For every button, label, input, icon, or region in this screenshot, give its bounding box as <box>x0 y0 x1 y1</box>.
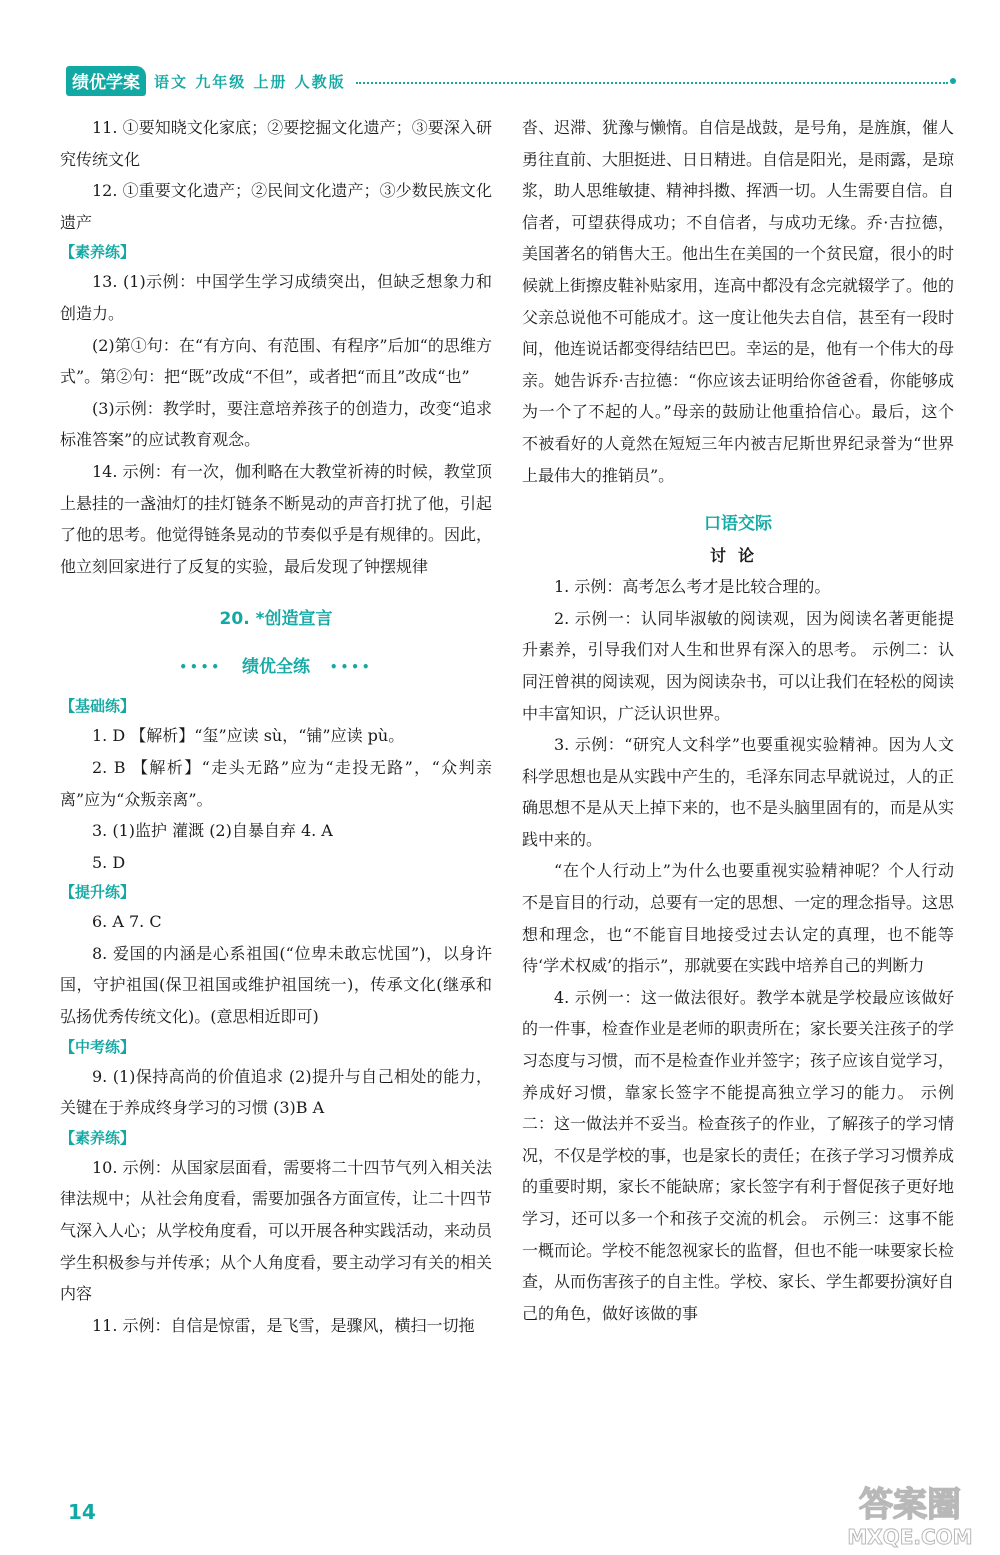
header-info: 语文 九年级 上册 人教版 <box>154 72 346 91</box>
answer-2: 2. B 【解析】“走头无路”应为“走投无路”，“众判亲离”应为“众叛亲离”。 <box>60 757 492 809</box>
answer-11: 11. ①要知晓文化家底；②要挖掘文化遗产；③要深入研究传统文化 <box>60 118 492 169</box>
answer-11-continued: 沓、迟滞、犹豫与懒惰。自信是战鼓，是号角，是旌旗，催人勇往直前、大胆挺进、日日精进。自信是阳光，是雨露，是琼浆，助人思维敏捷、精神抖擞、挥洒一切。人生需要自信。自信者，可望获得成功；不自信者，与成功无缘。乔·吉拉德，美国著名的销售大王。他出生在美国的一个贫民窟，很小的时候就上街擦皮鞋补贴家用，连高中都没有念完就辍学了。他的父亲总说他不可能成才。这一度让他失去自信，甚至有一段时间，他连说话都变得结结巴巴。幸运的是，他有一个伟大的母亲。她告诉乔·吉拉德：“你应该去证明给你爸爸看，你能够成为一个了不起的人。”母亲的鼓励让他重拾信心。最后，这个不被看好的人竟然在短短三年内被吉尼斯世界纪录誉为“世界上最伟大的推销员”。 <box>522 118 955 485</box>
answer-6-7: 6. A 7. C <box>92 912 162 932</box>
answer-3-4: 3. (1)监护 灌溉 (2)自暴自弃 4. A <box>92 821 333 841</box>
page-number: 14 <box>68 1500 96 1524</box>
header-dotted-line <box>356 82 948 84</box>
answer-8: 8. 爱国的内涵是心系祖国(“位卑未敢忘忧国”)，以身许国，守护祖国(保卫祖国或维护祖国统一)，传承文化(继承和弘扬优秀传统文化)。(意思相近即可) <box>60 943 492 1027</box>
answer-9: 9. (1)保持高尚的价值追求 (2)提升与自己相处的能力，关键在于养成终身学习的习惯 (3)B A <box>60 1066 492 1118</box>
discussion-2: 2. 示例一：认同毕淑敏的阅读观，因为阅读名著更能提升素养，引导我们对人生和世界有深入的思考。 示例二：认同汪曾祺的阅读观，因为阅读杂书，可以让我们在轻松的阅读中丰富知识，广泛认识世界。 <box>522 608 955 723</box>
lesson-title: 20. *创造宣言 <box>219 609 333 630</box>
answer-5: 5. D <box>92 852 126 872</box>
brand-label: 绩优学案 <box>66 66 146 96</box>
band-dots-right: •••• <box>329 660 373 675</box>
answer-1: 1. D 【解析】“玺”应读 sù，“铺”应读 pù。 <box>92 726 405 746</box>
section-label-suyang: 【素养练】 <box>60 243 136 262</box>
answer-12: 12. ①重要文化遗产；②民间文化遗产；③少数民族文化遗产 <box>60 181 492 232</box>
watermark-bottom-text: MXQE.COM <box>847 1525 973 1549</box>
discussion-1: 1. 示例：高考怎么考才是比较合理的。 <box>554 577 831 597</box>
header-end-dot <box>950 78 956 84</box>
watermark-top-text: 答案圈 <box>859 1485 961 1525</box>
answer-13-1: 13. (1)示例：中国学生学习成绩突出，但缺乏想象力和创造力。 <box>60 272 492 323</box>
discussion-3-continued: “在个人行动上”为什么也要重视实验精神呢？个人行动不是盲目的行动，总要有一定的思想、一定的理念指导。这思想和理念，也“不能盲目地接受过去认定的真理，也不能等待‘学术权威’的指示”，那就要在实践中培养自己的判断力 <box>522 861 955 976</box>
discussion-3: 3. 示例：“研究人文科学”也要重视实验精神。因为人文科学思想也是从实践中产生的，毛泽东同志早就说过，人的正确思想不是从天上掉下来的，也不是头脑里固有的，而是从实践中来的。 <box>522 735 955 849</box>
sub-title-discussion: 讨论 <box>709 546 766 566</box>
left-column <box>60 112 492 1341</box>
watermark-logo <box>830 1478 990 1550</box>
section-label-tisheng: 【提升练】 <box>60 883 136 902</box>
discussion-4: 4. 示例一：这一做法很好。教学本就是学校最应该做好的一件事，检查作业是老师的职责所在；家长要关注孩子的学习态度与习惯，而不是检查作业并签字；孩子应该自觉学习，养成好习惯，靠家长签字不能提高独立学习的能力。 示例二：这一做法并不妥当。检查孩子的作业，了解孩子的学习情况，不仅是学校的事，也是家长的责任；在孩子学习习惯养成的重要时期，家长不能缺席；家长签字有利于督促孩子更好地学习，还可以多一个和孩子交流的机会。 示例三：这事不能一概而论。学校不能忽视家长的监督，但也不能一味要家长检查，从而伤害孩子的自主性。学校、家长、学生都要扮演好自己的角色，做好该做的事 <box>522 987 955 1323</box>
section-title-speaking: 口语交际 <box>704 514 772 535</box>
answer-14: 14. 示例：有一次，伽利略在大教堂祈祷的时候，教堂顶上悬挂的一盏油灯的挂灯链条不断晃动的声音打扰了他，引起了他的思考。他觉得链条晃动的节奏似乎是有规律的。因此，他立刻回家进行了反复的实验，最后发现了钟摆规律 <box>60 461 493 576</box>
practice-band <box>60 652 492 682</box>
section-label-jichu: 【基础练】 <box>60 697 136 716</box>
right-column <box>522 112 954 1329</box>
band-dots-left: •••• <box>179 660 223 675</box>
answer-11-start: 11. 示例：自信是惊雷，是飞雪，是骤风，横扫一切拖 <box>92 1315 475 1335</box>
section-label-suyang-2: 【素养练】 <box>60 1128 136 1147</box>
section-label-zhongkao: 【中考练】 <box>60 1037 136 1056</box>
answer-13-2: (2)第①句：在“有方向、有范围、有程序”后加“的思维方式”。第②句：把“既”改成“不但”，或者把“而且”改成“也” <box>60 335 492 387</box>
band-label: 绩优全练 <box>242 657 310 678</box>
page-header <box>66 66 956 96</box>
answer-13-3: (3)示例：教学时，要注意培养孩子的创造力，改变“追求标准答案”的应试教育观念。 <box>60 398 492 450</box>
answer-10: 10. 示例：从国家层面看，需要将二十四节气列入相关法律法规中；从社会角度看，需要加强各方面宣传，让二十四节气深入人心；从学校角度看，可以开展各种实践活动，来动员学生积极参与并传承；从个人角度看，要主动学习有关的相关内容 <box>60 1157 493 1304</box>
